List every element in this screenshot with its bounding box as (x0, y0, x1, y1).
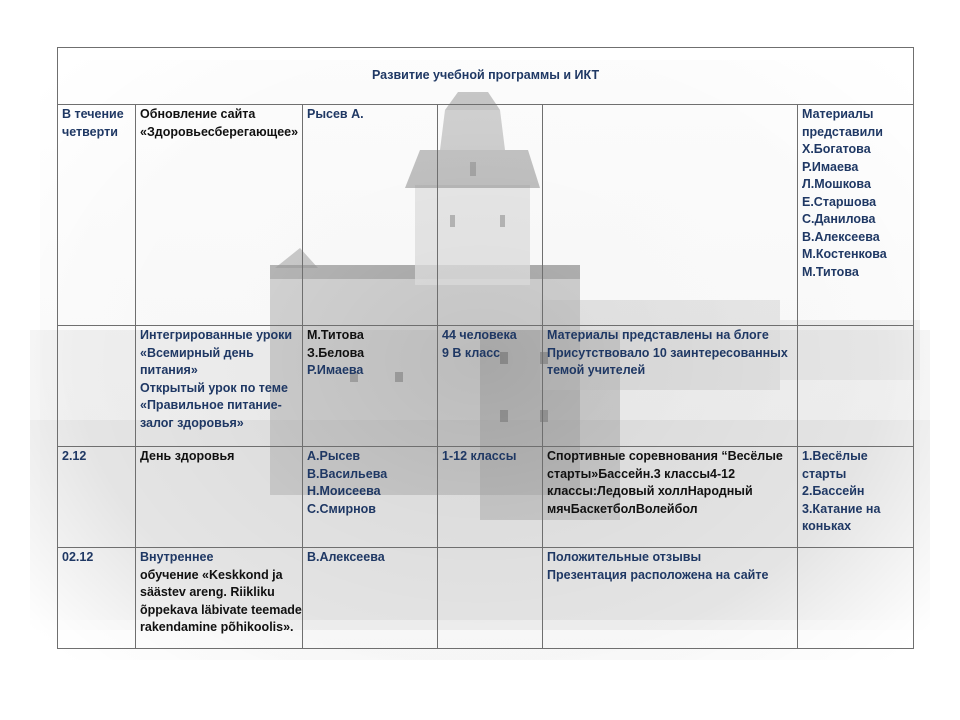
notes-cell (798, 326, 914, 447)
table-row (58, 105, 914, 326)
result-cell (543, 326, 798, 447)
responsible-line: М.Титова (307, 328, 364, 342)
date-cell (58, 326, 136, 447)
notes-line: Р.Имаева (802, 159, 859, 174)
participants-cell (438, 447, 543, 548)
participants-line: 9 В класс (442, 345, 501, 360)
event-text: Обновление сайта «Здоровьесберегающее» (140, 107, 299, 139)
responsible-line: З.Белова (307, 345, 365, 360)
participants-cell (438, 326, 543, 447)
responsible-cell (303, 105, 438, 326)
result-line: Положительные отзывы (547, 550, 702, 564)
participants-cell (438, 105, 543, 326)
event-cell (136, 447, 303, 548)
date-text: 2.12 (62, 449, 87, 463)
notes-line: С.Данилова (802, 212, 876, 226)
notes-cell (798, 548, 914, 649)
notes-line: Материалы (802, 107, 874, 121)
result-cell (543, 548, 798, 649)
date-cell (58, 105, 136, 326)
notes-line: М.Костенкова (802, 247, 887, 261)
notes-line: старты (802, 466, 847, 481)
responsible-line: В.Алексеева (307, 550, 385, 564)
table-title-row (58, 48, 914, 105)
notes-line: Л.Мошкова (802, 177, 871, 191)
result-text: Спортивные соревнования “Весёлые старты»Бассейн.3 классы4-12 классы:Ледовый холлНародный мячБаскетболВолейбол (547, 449, 783, 516)
event-line: питания» (140, 363, 198, 377)
event-line: Интегрированные уроки (140, 328, 293, 342)
responsible-line: А.Рысев (307, 449, 361, 463)
table-row (58, 447, 914, 548)
notes-line: 2.Бассейн (802, 484, 865, 498)
result-line: Презентация расположена на сайте (547, 567, 769, 582)
date-text: 02.12 (62, 550, 94, 564)
result-line: темой учителей (547, 363, 646, 377)
event-cell (136, 105, 303, 326)
event-line: rakendamine põhikoolis». (140, 620, 294, 634)
event-line: Открытый урок по теме (140, 380, 288, 395)
program-development-table (57, 47, 914, 649)
notes-line: Е.Старшова (802, 194, 877, 209)
notes-line: представили (802, 124, 883, 139)
event-cell (136, 326, 303, 447)
result-line: Материалы представлены на блоге (547, 328, 769, 342)
notes-line: Х.Богатова (802, 142, 871, 156)
participants-line: 44 человека (442, 328, 517, 342)
event-cell (136, 548, 303, 649)
responsible-line: Р.Имаева (307, 363, 364, 377)
participants-line: 1-12 классы (442, 449, 517, 463)
result-cell (543, 105, 798, 326)
notes-line: М.Титова (802, 264, 859, 279)
table-row (58, 548, 914, 649)
notes-line: 1.Весёлые (802, 449, 868, 463)
notes-line: В.Алексеева (802, 229, 880, 244)
event-line: залог здоровья» (140, 415, 244, 430)
notes-line: коньках (802, 519, 852, 533)
table-title: Развитие учебной программы и ИКТ (371, 67, 600, 82)
date-cell (58, 447, 136, 548)
date-cell (58, 548, 136, 649)
responsible-cell (303, 548, 438, 649)
responsible-line: В.Васильева (307, 466, 388, 481)
result-cell (543, 447, 798, 548)
participants-cell (438, 548, 543, 649)
event-line: «Всемирный день (140, 345, 254, 360)
notes-cell (798, 105, 914, 326)
event-line: обучение «Keskkond ja (140, 567, 283, 582)
notes-cell (798, 447, 914, 548)
event-line: säästev areng. Riikliku (140, 585, 275, 599)
responsible-line: Рысев А. (307, 107, 364, 121)
event-line: õppekava läbivate teemade (140, 602, 302, 617)
table-title-cell (58, 48, 914, 105)
responsible-line: Н.Моисеева (307, 484, 381, 498)
table-row (58, 326, 914, 447)
responsible-cell (303, 447, 438, 548)
date-text: В течение четверти (62, 107, 124, 139)
event-line: «Правильное питание- (140, 398, 282, 412)
notes-line: 3.Катание на (802, 501, 881, 516)
result-line: Присутствовало 10 заинтересованных (547, 345, 788, 360)
responsible-cell (303, 326, 438, 447)
event-text: День здоровья (140, 449, 235, 463)
responsible-line: С.Смирнов (307, 501, 376, 516)
event-line: Внутреннее (140, 550, 214, 564)
